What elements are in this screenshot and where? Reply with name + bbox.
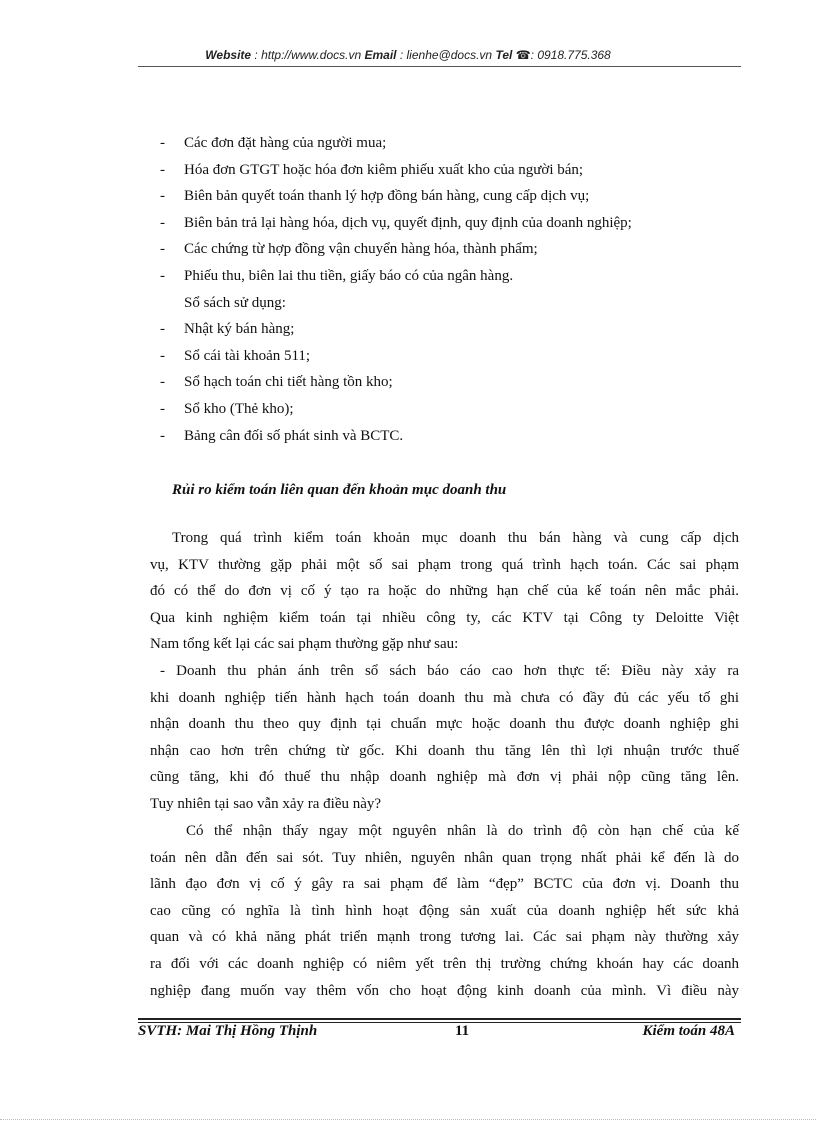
list-dash: - xyxy=(160,374,165,391)
list-item xyxy=(160,396,760,423)
email-value[interactable]: lienhe@docs.vn xyxy=(406,48,493,62)
list-item xyxy=(160,290,760,317)
website-label: Website xyxy=(205,48,252,62)
text-line: Qua kinh nghiệm kiểm toán tại nhiều công ty, các KTV tại Công ty Deloitte Việt xyxy=(150,609,739,626)
list-item xyxy=(160,369,760,396)
text-line: lãnh đạo đơn vị cố ý gây ra sai phạm để làm “đẹp” BCTC của đơn vị. Doanh thu xyxy=(150,876,739,893)
paragraph xyxy=(150,658,739,818)
list-item xyxy=(160,263,760,290)
list-item-text: Biên bản quyết toán thanh lý hợp đồng bán hàng, cung cấp dịch vụ; xyxy=(184,188,590,205)
website-url[interactable]: http://www.docs.vn xyxy=(261,48,362,62)
list-item xyxy=(160,316,760,343)
list-item xyxy=(160,157,760,184)
list-item-text: Sổ cái tài khoản 511; xyxy=(184,347,311,364)
list-item-text: Hóa đơn GTGT hoặc hóa đơn kiêm phiếu xuất kho của người bán; xyxy=(184,161,584,178)
text-line: đó có thể do đơn vị cố ý tạo ra hoặc do những hạn chế của kế toán nên mắc phải. xyxy=(150,583,739,600)
email-label: Email xyxy=(364,48,397,62)
page-footer xyxy=(138,1023,741,1045)
list-item xyxy=(160,236,760,263)
list-item-text: Nhật ký bán hàng; xyxy=(184,321,295,338)
list-dash: - xyxy=(160,161,165,178)
page-header: Website : http://www.docs.vn Email : lienhe@docs.vn Tel ☎: 0918.775.368 xyxy=(205,48,611,62)
text-line: nhận cao hơn trên chứng từ gốc. Khi doanh thu tăng lên thì lợi nhuận trước thuế xyxy=(150,742,739,759)
text-line: - Doanh thu phản ánh trên sổ sách báo cáo cao hơn thực tế: Điều này xảy ra xyxy=(160,663,739,679)
text-line: cũng tăng, khi đó thuế thu nhập doanh nghiệp mà đơn vị phải nộp cũng tăng lên. xyxy=(150,769,739,786)
text-line: Có thể nhận thấy ngay một nguyên nhân là do trình độ còn hạn chế của kế xyxy=(186,823,739,839)
paragraph xyxy=(150,525,739,658)
list-item-text: Sổ kho (Thẻ kho); xyxy=(184,400,294,417)
list-item xyxy=(160,130,760,157)
page-bottom-edge xyxy=(0,1119,816,1120)
tel-value: 0918.775.368 xyxy=(537,48,611,62)
footer-course: Kiểm toán 48A xyxy=(642,1023,735,1039)
text-line: cao cũng có nghĩa là tình hình hoạt động sản xuất của doanh nghiệp hết sức khả xyxy=(150,902,739,919)
list-item-text: Sổ hạch toán chi tiết hàng tồn kho; xyxy=(184,374,393,391)
list-item-text: Sổ sách sử dụng: xyxy=(184,294,286,311)
text-line: Nam tổng kết lại các sai phạm thường gặp như sau: xyxy=(150,636,459,653)
list-item xyxy=(160,210,760,237)
list-dash: - xyxy=(160,400,165,417)
list-item-text: Biên bản trả lại hàng hóa, dịch vụ, quyết định, quy định của doanh nghiệp; xyxy=(184,214,632,231)
page-number: 11 xyxy=(455,1023,470,1039)
list-item xyxy=(160,183,760,210)
list-dash: - xyxy=(160,241,165,258)
list-item-text: Bảng cân đối số phát sinh và BCTC. xyxy=(184,427,404,444)
list-dash: - xyxy=(160,321,165,338)
list-item-text: Các đơn đặt hàng của người mua; xyxy=(184,135,387,151)
text-line: ra đối với các doanh nghiệp có niêm yết trên thị trường chứng khoán hay các doanh xyxy=(150,955,739,972)
list-dash: - xyxy=(160,267,165,284)
list-dash: - xyxy=(160,427,165,444)
header-divider xyxy=(138,66,741,67)
text-line: Tuy nhiên tại sao vẫn xảy ra điều này? xyxy=(150,795,382,812)
phone-icon: ☎ xyxy=(515,48,531,62)
text-line: toán nên dẫn đến sai sót. Tuy nhiên, nguyên nhân quan trọng nhất phải kể đến là do xyxy=(150,849,739,866)
list-dash: - xyxy=(160,135,165,151)
list-dash: - xyxy=(160,188,165,205)
paragraph xyxy=(150,818,739,1004)
text-line: nghiệp đang muốn vay thêm vốn cho hoạt động kinh doanh của mình. Vì điều này xyxy=(150,982,739,999)
tel-label: Tel xyxy=(495,48,513,62)
text-line: vụ, KTV thường gặp phải một số sai phạm trong quá trình hạch toán. Các sai phạm xyxy=(150,556,739,573)
text-line: quan và có khả năng phát triển mạnh trong tương lai. Các sai phạm này thường xảy xyxy=(150,929,739,946)
document-list xyxy=(160,130,760,449)
list-item xyxy=(160,343,760,370)
text-line: nhận doanh thu theo quy định tại chuẩn mực hoặc doanh thu được doanh nghiệp ghi xyxy=(150,716,739,733)
list-item-text: Các chứng từ hợp đồng vận chuyển hàng hóa, thành phẩm; xyxy=(184,241,538,258)
list-dash: - xyxy=(160,347,165,364)
list-dash: - xyxy=(160,214,165,231)
section-subheading: Rủi ro kiểm toán liên quan đến khoản mục doanh thu xyxy=(172,482,507,498)
text-line: Trong quá trình kiểm toán khoản mục doanh thu bán hàng và cung cấp dịch xyxy=(172,530,739,546)
footer-divider xyxy=(138,1018,741,1020)
text-line: khi doanh nghiệp tiến hành hạch toán doanh thu mà chưa có đầy đủ các yếu tố ghi xyxy=(150,689,739,706)
list-item-text: Phiếu thu, biên lai thu tiền, giấy báo có của ngân hàng. xyxy=(184,267,514,284)
list-item xyxy=(160,423,760,450)
footer-author: SVTH: Mai Thị Hồng Thịnh xyxy=(138,1023,318,1039)
